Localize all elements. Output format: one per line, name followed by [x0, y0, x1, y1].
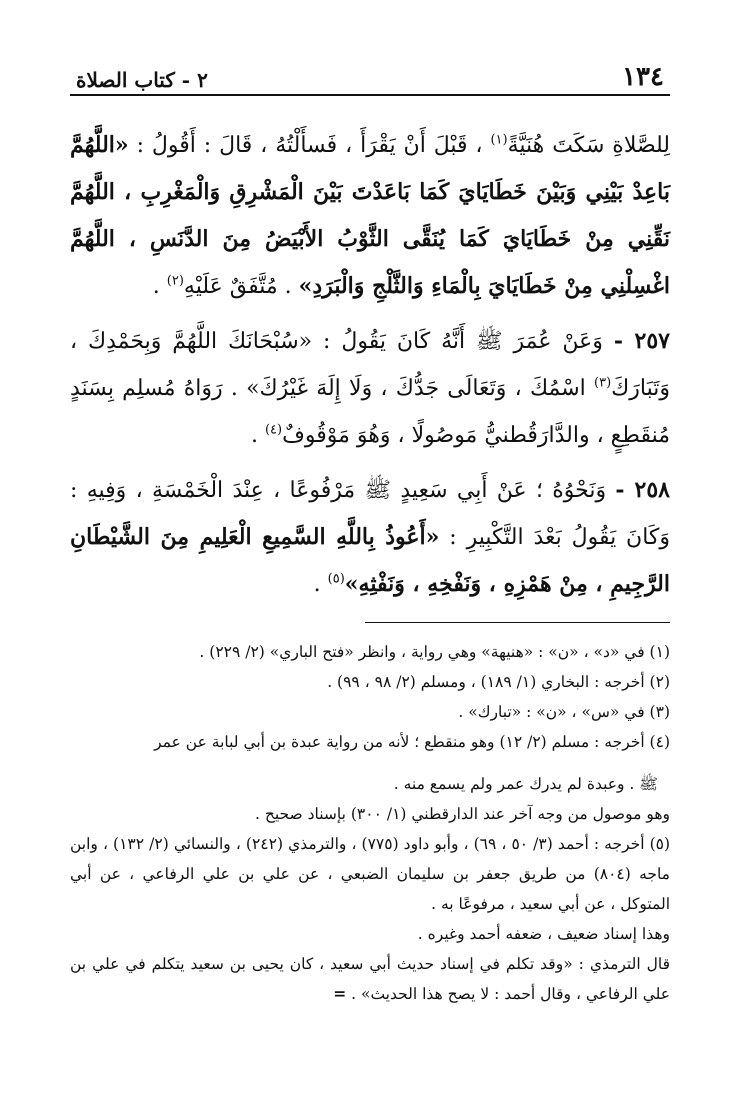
prophetic-quote: «أَعُوذُ بِاللَّهِ السَّمِيعِ الْعَلِيمِ مِنَ الشَّيْطَانِ الرَّجِيمِ ، مِنْ هَمْزِهِ ، وَنَفْخِهِ ، وَنَفْثِهِ» [70, 524, 670, 597]
main-text [70, 122, 670, 608]
footnote-2: (٢) أخرجه : البخاري (١/ ١٨٩) ، ومسلم (٢/ ٩٨ ، ٩٩) . [327, 673, 670, 691]
footnote-4-continued: ﷺ . وعبدة لم يدرك عمر ولم يسمع منه . [393, 775, 658, 793]
page-number: ١٣٤ [622, 62, 664, 92]
hadith-number: ٢٥٨ - [615, 477, 670, 503]
paragraph-text: ، قَبْلَ أَنْ يَقْرَأَ ، فَسأَلْتُهُ ، قَالَ : أَقُولُ : [136, 133, 483, 158]
page-header [70, 50, 670, 96]
paragraph-text: وَعَنْ عُمَرَ ﷺ أَنَّهُ كَانَ يَقُولُ : «سُبْحَانَكَ اللَّهُمَّ وَبِحَمْدِكَ ، وَتَبَارَكَ [70, 329, 670, 401]
paragraph-text: وَنَحْوُهُ ؛ عَنْ أَبِي سَعِيدٍ ﷺ مَرْفُوعًا ، عِنْدَ الْخَمْسَةِ ، وَفِيهِ : وَكَانَ يَقُولُ بَعْدَ التَّكْبِيرِ : [70, 478, 671, 550]
hadith-number: ٢٥٧ - [613, 328, 670, 354]
paragraph-hadith-258 [70, 467, 670, 608]
prophetic-quote: «اللَّهُمَّ بَاعِدْ بَيْنِي وَبَيْنَ خَطَايَايَ كَمَا بَاعَدْتَ بَيْنَ الْمَشْرِقِ وَالْمَغْرِبِ ، اللَّهُمَّ نَقِّنِي مِنْ خَطَايَايَ كَمَا يُنَقَّى الثَّوْبُ الأَبْيَضُ مِنَ الدَّنَسِ ، اللَّهُمَّ اغْسِلْنِي مِنْ خَطَايَايَ بِالْمَاءِ وَالثَّلْجِ وَالْبَرَدِ» [70, 132, 670, 299]
book-page [70, 50, 670, 1009]
footnote-1: (١) في «د» ، «ن» : «هنيهة» وهي رواية ، وانظر «فتح الباري» (٢/ ٢٢٩) . [199, 643, 670, 661]
chapter-title: ٢ - كتاب الصلاة [76, 68, 208, 92]
footnote-ref-5: (٥) [327, 571, 345, 587]
paragraph-text: لِلصَّلاةِ سَكَتَ هُنَيَّةً [507, 133, 671, 158]
footnote-ref-4: (٤) [264, 422, 283, 438]
paragraph-hadith-256-end [70, 122, 670, 310]
footnote-3: (٣) في «س» ، «ن» : «تبارك» . [458, 703, 670, 721]
paragraph-hadith-257 [70, 318, 670, 459]
footnote-5-note: وهذا إسناد ضعيف ، ضعفه أحمد وغيره . [417, 925, 670, 943]
footnote-5: (٥) أخرجه : أحمد (٣/ ٥٠ ، ٦٩) ، وأبو داود (٧٧٥) ، والترمذي (٢٤٢) ، والنسائي (٢/ ١٣٢) ، وابن ماجه (٨٠٤) من طريق جعفر بن سليمان الضبعي ، عن علي بن علي الرفاعي ، عن أبي المتوكل ، عن أبي سعيد ، مرفوعًا به . [70, 835, 671, 913]
footnote-ref-1: (١) [490, 132, 508, 148]
footnote-divider [365, 622, 670, 623]
paragraph-end: . [152, 274, 160, 299]
paragraph-text: . مُتَّفَقٌ عَلَيْهِ [183, 274, 292, 299]
footnote-4: (٤) أخرجه : مسلم (٢/ ١٢) وهو منقطع ؛ لأنه من رواية عبدة بن أبي لبابة عن عمر [154, 733, 670, 751]
footnotes [70, 637, 670, 1009]
paragraph-end: . [313, 572, 321, 597]
footnote-ref-2: (٢) [166, 273, 184, 289]
footnote-5-quote [70, 949, 670, 1009]
paragraph-text: اسْمُكَ ، وَتَعَالَى جَدُّكَ ، وَلَا إِلَهَ غَيْرُكَ» . رَوَاهُ مُسلِم بِسَنَدٍ مُنقَطِعٍ ، والدَّارَقُطنيُّ مَوصُولًا ، وَهُوَ مَوْقُوفٌ [70, 376, 670, 448]
footnote-ref-3: (٣) [594, 375, 612, 391]
footnote-4-note: وهو موصول من وجه آخر عند الدارقطني (١/ ٣٠٠) بإسناد صحيح . [254, 805, 670, 823]
paragraph-end: . [250, 423, 258, 448]
continuation-mark: = [333, 984, 347, 1003]
footnote-5-quote-text: قال الترمذي : «وقد تكلم في إسناد حديث أبي سعيد ، كان يحيى بن سعيد يتكلم في علي بن علي الرفاعي ، وقال أحمد : لا يصح هذا الحديث» . [70, 955, 670, 1003]
